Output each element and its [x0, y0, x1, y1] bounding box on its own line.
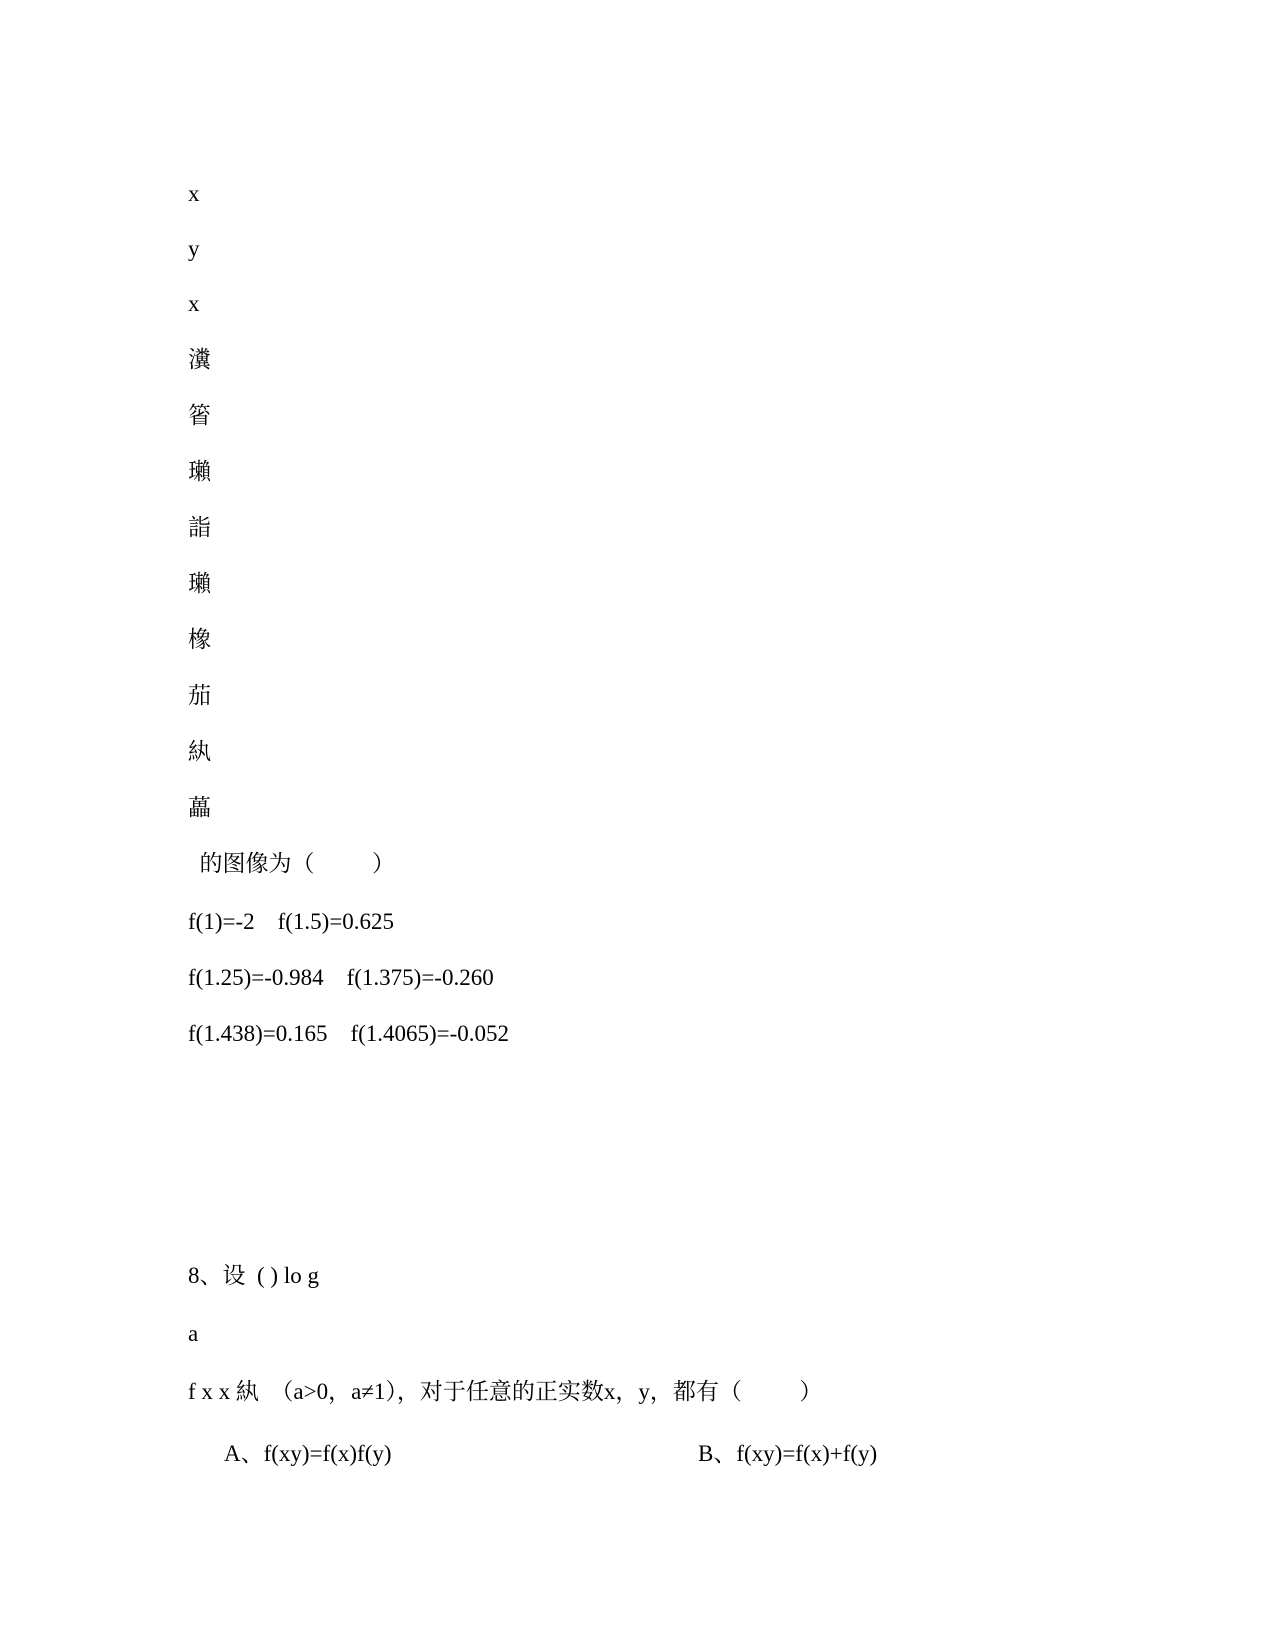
text-line: x [188, 291, 200, 316]
question-8-stem: f x x 紈 （a>0，a≠1），对于任意的正实数x，y，都有（ ） [188, 1379, 823, 1404]
text-line: 橡 [188, 627, 211, 652]
function-values: f(1.25)=-0.984 f(1.375)=-0.260 [188, 965, 494, 990]
text-line: 瀵 [188, 347, 211, 372]
text-line: 詣 [188, 515, 211, 540]
question-8-subscript: a [188, 1321, 199, 1346]
option-b: B、f(xy)=f(x)+f(y) [698, 1441, 878, 1466]
text-line: y [188, 236, 200, 261]
text-line: x [188, 181, 200, 206]
question-stem: 的图像为（ ） [188, 851, 395, 876]
text-line: 瓎 [188, 571, 211, 596]
question-8-title: 8、设 ( ) lo g [188, 1263, 319, 1288]
function-values: f(1)=-2 f(1.5)=0.625 [188, 909, 395, 934]
text-line: 紈 [188, 739, 211, 764]
text-line: 瓎 [188, 459, 211, 484]
text-line: 藟 [188, 795, 211, 820]
function-values: f(1.438)=0.165 f(1.4065)=-0.052 [188, 1021, 510, 1046]
option-a: A、f(xy)=f(x)f(y) [224, 1441, 392, 1466]
text-line: 箵 [188, 403, 211, 428]
text-line: 茄 [188, 683, 211, 708]
